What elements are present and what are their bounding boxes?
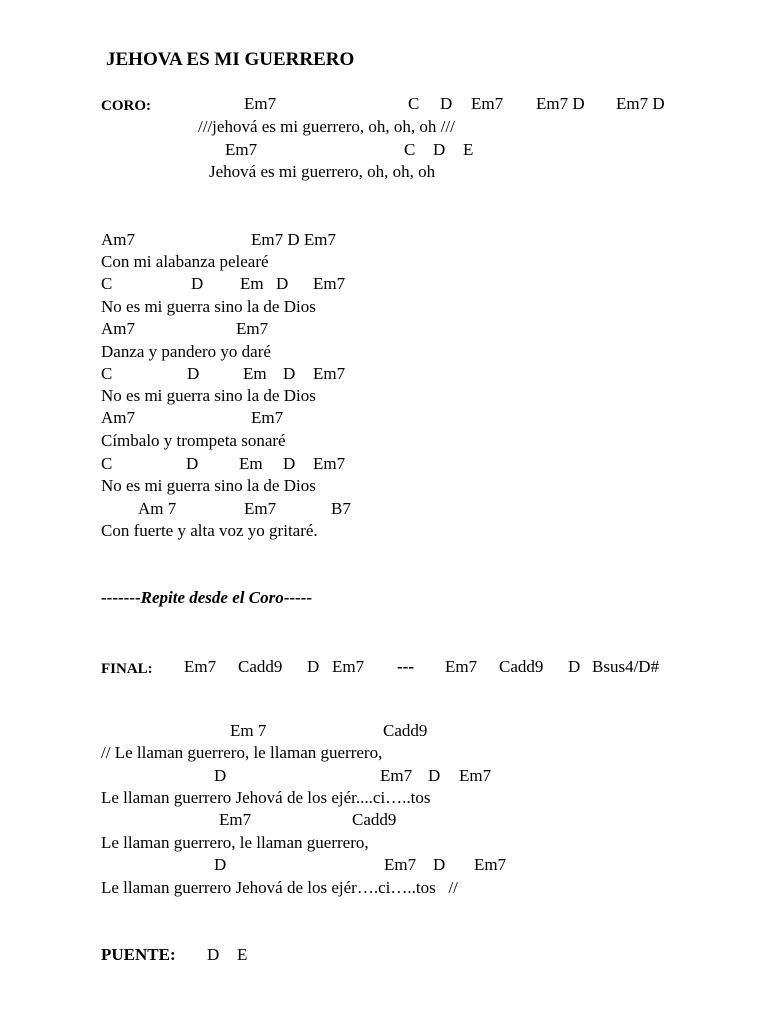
chord: D [440,94,453,113]
lyric-line: Le llaman guerrero Jehová de los ejér….ci…..tos // [101,878,458,897]
lyric-line: No es mi guerra sino la de Dios [101,386,316,405]
chord: Am7 [101,319,135,338]
chord: D [214,766,227,785]
lyric-line: Con fuerte y alta voz yo gritaré. [101,521,318,540]
chord: C [101,364,113,383]
chord: Cadd9 [383,721,428,740]
coro-label: CORO: [101,98,151,114]
chord: E [237,945,248,964]
lyric-line: No es mi guerra sino la de Dios [101,476,316,495]
chord: Em [239,454,263,473]
chord: Am7 [101,408,135,427]
chord: Em7 [184,657,217,676]
chord: Em7 D Em7 [251,230,336,249]
chord: Cadd9 [352,810,397,829]
chord: C [408,94,420,113]
chord: Em7 [313,364,346,383]
chord: D [186,454,199,473]
chord: Em7 [313,454,346,473]
chord: Em7 D [536,94,585,113]
song-title: JEHOVA ES MI GUERRERO [106,49,355,70]
chord: Bsus4/D# [592,657,660,676]
chord: Em7 [225,140,258,159]
final-label: FINAL: [101,661,153,677]
lyric-line: No es mi guerra sino la de Dios [101,297,316,316]
chord: Em 7 [230,721,267,740]
chord: D [307,657,320,676]
chord: Em7 [251,408,284,427]
chord: Cadd9 [238,657,283,676]
repeat-suffix: ----- [283,588,313,607]
chord: Em7 [219,810,252,829]
chord: Em [243,364,267,383]
chord: C [101,454,113,473]
chord: Em7 [244,499,277,518]
chord: D [191,274,204,293]
lyric-line: Le llaman guerrero Jehová de los ejér....ci…..tos [101,788,431,807]
chord: Em7 [332,657,365,676]
chord: Em7 [471,94,504,113]
chord: D [187,364,200,383]
lyric-line: Con mi alabanza pelearé [101,252,269,271]
chord: Cadd9 [499,657,544,676]
chord: C [404,140,416,159]
chord: Em7 [380,766,413,785]
lyric-line: Címbalo y trompeta sonaré [101,431,286,450]
repeat-prefix: ------- [101,588,141,607]
lyric-line: Le llaman guerrero, le llaman guerrero, [101,833,369,852]
lyric-line: // Le llaman guerrero, le llaman guerrero, [101,743,383,762]
lyric-line: ///jehová es mi guerrero, oh, oh, oh /// [198,117,455,136]
lyric-line: Danza y pandero yo daré [101,342,271,361]
chord: Em7 [313,274,346,293]
separator: --- [397,657,414,676]
puente-label: PUENTE: [101,945,176,964]
repeat-text: Repite desde el Coro [140,588,284,607]
chord: D [276,274,289,293]
lyric-line: Jehová es mi guerrero, oh, oh, oh [209,162,436,181]
repeat-instruction [101,588,312,608]
chord: E [463,140,474,159]
chord: Em7 [474,855,507,874]
chord: D [283,454,296,473]
chord: D [214,855,227,874]
chord: D [207,945,220,964]
chord: Em7 [384,855,417,874]
chord: Em7 D [616,94,665,113]
chord: D [433,855,446,874]
chord: D [283,364,296,383]
chord: Am7 [101,230,135,249]
chord: C [101,274,113,293]
chord: Em7 [244,94,277,113]
chord: B7 [331,499,351,518]
chord: Em7 [236,319,269,338]
chord: Am 7 [138,499,177,518]
chord: D [568,657,581,676]
chord: Em [240,274,264,293]
chord: D [433,140,446,159]
chord: Em7 [459,766,492,785]
chord: D [428,766,441,785]
chord: Em7 [445,657,478,676]
